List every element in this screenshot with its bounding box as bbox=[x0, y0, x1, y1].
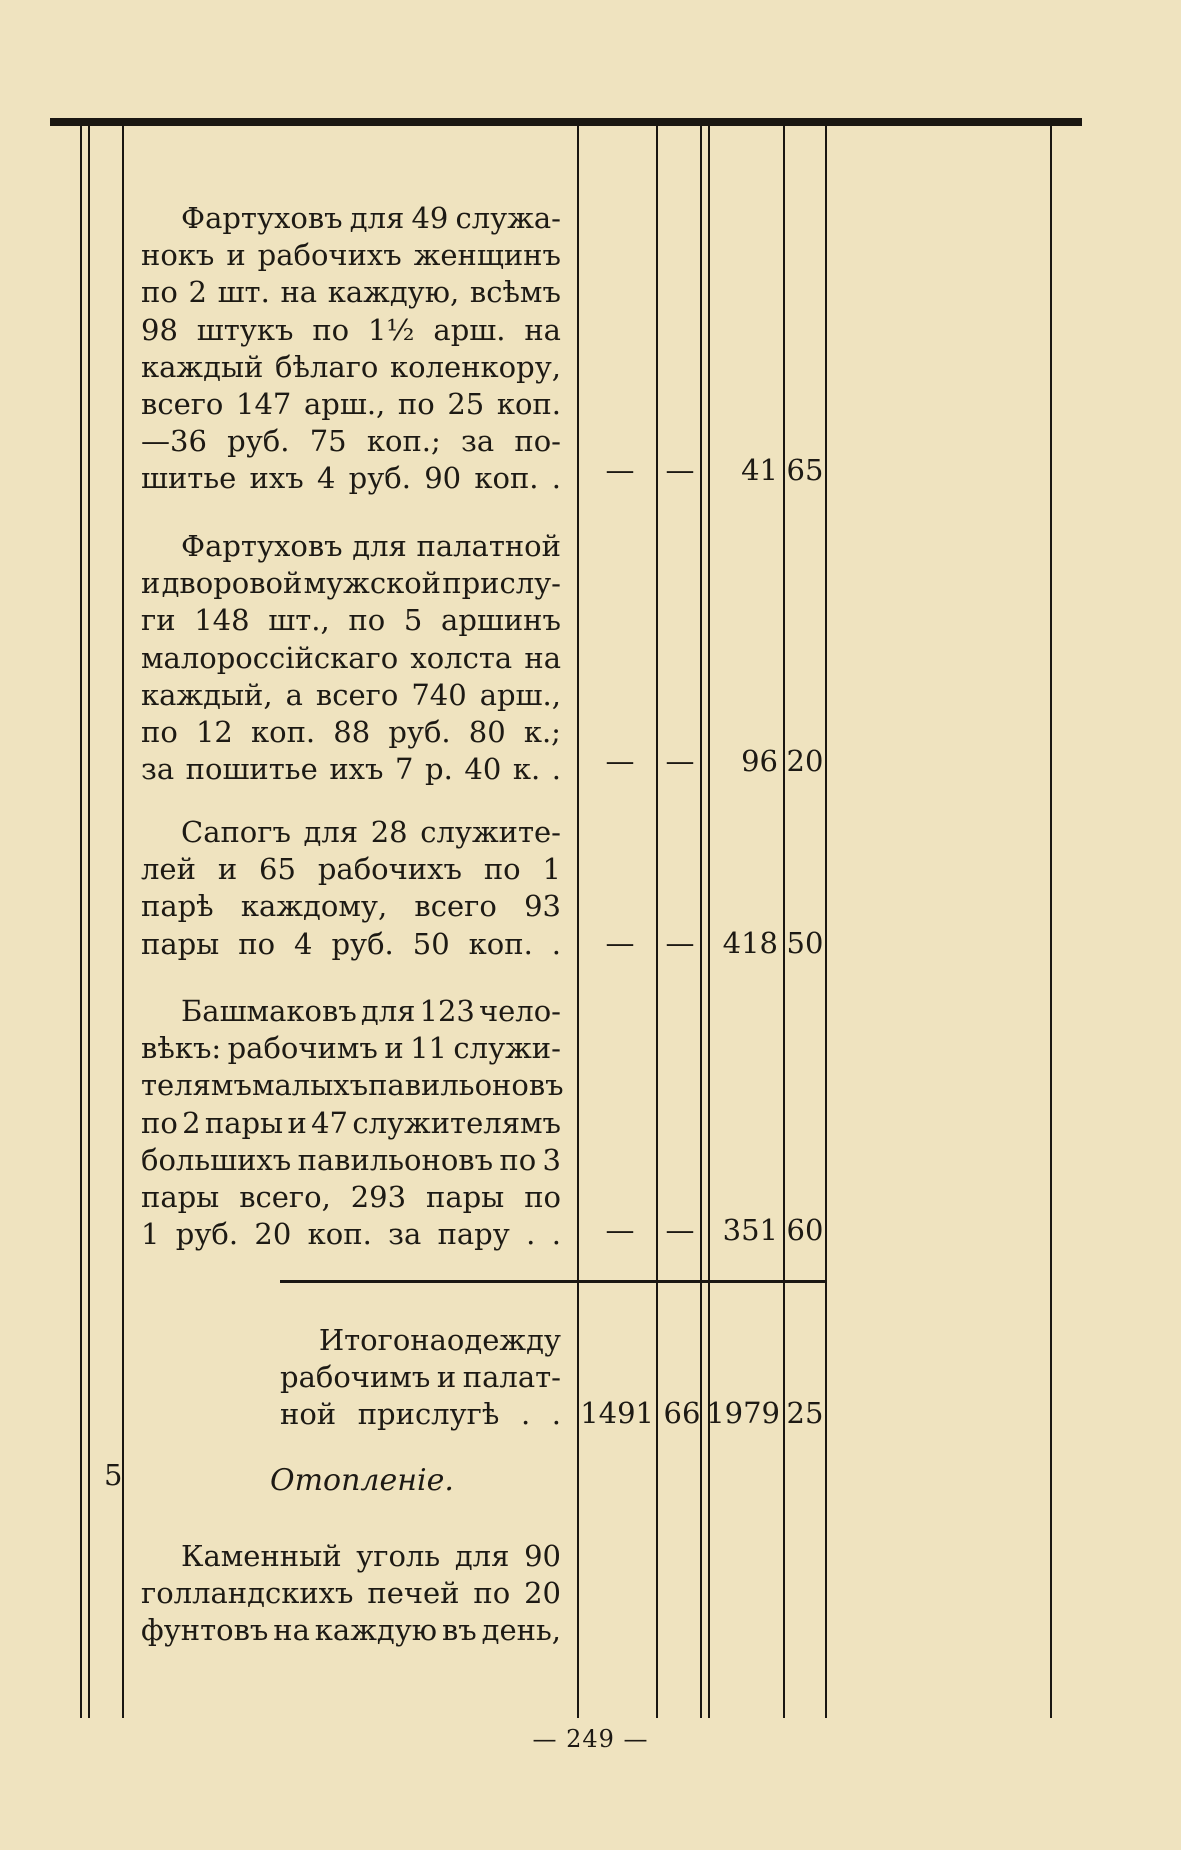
entry-line: фунтовъ на каждую въ день, bbox=[141, 1613, 561, 1648]
entry-4-kopecks: 60 bbox=[786, 1213, 824, 1247]
page-number: — 249 — bbox=[532, 1725, 649, 1753]
entry-line: малороссійскаго холста на bbox=[141, 640, 561, 675]
entry-line: 1 руб. 20 коп. за пару . . bbox=[141, 1217, 561, 1252]
entry-line: по 2 пары и 47 служителямъ bbox=[141, 1105, 561, 1140]
entry-1-rubles: 41 bbox=[741, 453, 778, 487]
total-line: ной прислугѣ . . bbox=[280, 1397, 561, 1432]
entry-1-text bbox=[141, 200, 561, 498]
entry-2-col2: — bbox=[665, 744, 695, 778]
table-border-right bbox=[1050, 126, 1052, 1718]
entry-4-col2: — bbox=[665, 1213, 695, 1247]
entry-line: нокъ и рабочихъ женщинъ bbox=[141, 238, 561, 273]
entry-line: лей и 65 рабочихъ по 1 bbox=[141, 852, 561, 887]
entry-3-kopecks: 50 bbox=[786, 926, 824, 960]
entry-line: и дворовой мужской прислу- bbox=[141, 566, 561, 601]
table-divider-col4 bbox=[783, 126, 785, 1718]
entry-2-kopecks: 20 bbox=[786, 744, 824, 778]
entry-line: Сапогъ для 28 служите- bbox=[181, 815, 561, 849]
table-divider-col2 bbox=[700, 126, 702, 1718]
table-border-left-outer bbox=[80, 126, 82, 1718]
total-col1: 1491 bbox=[580, 1396, 654, 1430]
entry-3-col2: — bbox=[665, 926, 695, 960]
entry-line: вѣкъ: рабочимъ и 11 служи- bbox=[141, 1031, 561, 1066]
table-divider-col1 bbox=[656, 126, 658, 1718]
entry-line: ги 148 шт., по 5 аршинъ bbox=[141, 603, 561, 638]
total-rubles: 1979 bbox=[706, 1396, 780, 1430]
total-kopecks: 25 bbox=[786, 1396, 824, 1430]
table-border-left-inner bbox=[88, 126, 90, 1718]
entry-line: по 2 шт. на каждую, всѣмъ bbox=[141, 275, 561, 310]
entry-line: за пошитье ихъ 7 р. 40 к. . bbox=[141, 752, 561, 787]
entry-line: всего 147 арш., по 25 коп. bbox=[141, 387, 561, 422]
entry-line: шитье ихъ 4 руб. 90 коп. . bbox=[141, 461, 561, 496]
entry-2-rubles: 96 bbox=[741, 744, 778, 778]
entry-4-rubles: 351 bbox=[722, 1213, 778, 1247]
entry-line: Фартуховъ для палатной bbox=[181, 529, 561, 563]
entry-line: парѣ каждому, всего 93 bbox=[141, 889, 561, 924]
section-number: 5 bbox=[104, 1458, 123, 1492]
entry-line: пары всего, 293 пары по bbox=[141, 1180, 561, 1215]
entry-3-col1: — bbox=[605, 926, 635, 960]
entry-1-col1: — bbox=[605, 453, 635, 487]
table-divider-col5 bbox=[825, 126, 827, 1718]
entry-line: голландскихъ печей по 20 bbox=[141, 1576, 561, 1611]
entry-1-col2: — bbox=[665, 453, 695, 487]
table-divider-col3 bbox=[708, 126, 710, 1718]
entry-line: каждый, а всего 740 арш., bbox=[141, 677, 561, 712]
sum-rule bbox=[280, 1280, 826, 1283]
section-title: Отопленіе. bbox=[270, 1463, 454, 1498]
entry-line: 98 штукъ по 1½ арш. на bbox=[141, 312, 561, 347]
total-text bbox=[280, 1322, 561, 1434]
entry-line: пары по 4 руб. 50 коп. . bbox=[141, 926, 561, 961]
entry-line: Каменный уголь для 90 bbox=[181, 1539, 561, 1573]
last-entry-text bbox=[141, 1538, 561, 1650]
total-line: рабочимъ и палат- bbox=[280, 1360, 561, 1395]
entry-line: —36 руб. 75 коп.; за по- bbox=[141, 424, 561, 459]
entry-line: каждый бѣлаго коленкору, bbox=[141, 349, 561, 384]
entry-2-text bbox=[141, 528, 561, 788]
entry-line: по 12 коп. 88 руб. 80 к.; bbox=[141, 715, 561, 750]
entry-line: большихъ павильоновъ по 3 bbox=[141, 1142, 561, 1177]
entry-3-text bbox=[141, 814, 561, 963]
entry-4-col1: — bbox=[605, 1213, 635, 1247]
top-rule bbox=[50, 118, 1082, 126]
total-col2: 66 bbox=[663, 1396, 701, 1430]
entry-line: Фартуховъ для 49 служа- bbox=[181, 201, 561, 235]
table-divider-text bbox=[577, 126, 579, 1718]
total-line: Итого на одежду bbox=[318, 1323, 561, 1357]
entry-3-rubles: 418 bbox=[722, 926, 778, 960]
entry-line: Башмаковъ для 123 чело- bbox=[181, 994, 561, 1028]
entry-4-text bbox=[141, 993, 564, 1253]
entry-2-col1: — bbox=[605, 744, 635, 778]
entry-1-kopecks: 65 bbox=[786, 453, 824, 487]
entry-line: телямъ малыхъ павильоновъ bbox=[141, 1068, 564, 1103]
